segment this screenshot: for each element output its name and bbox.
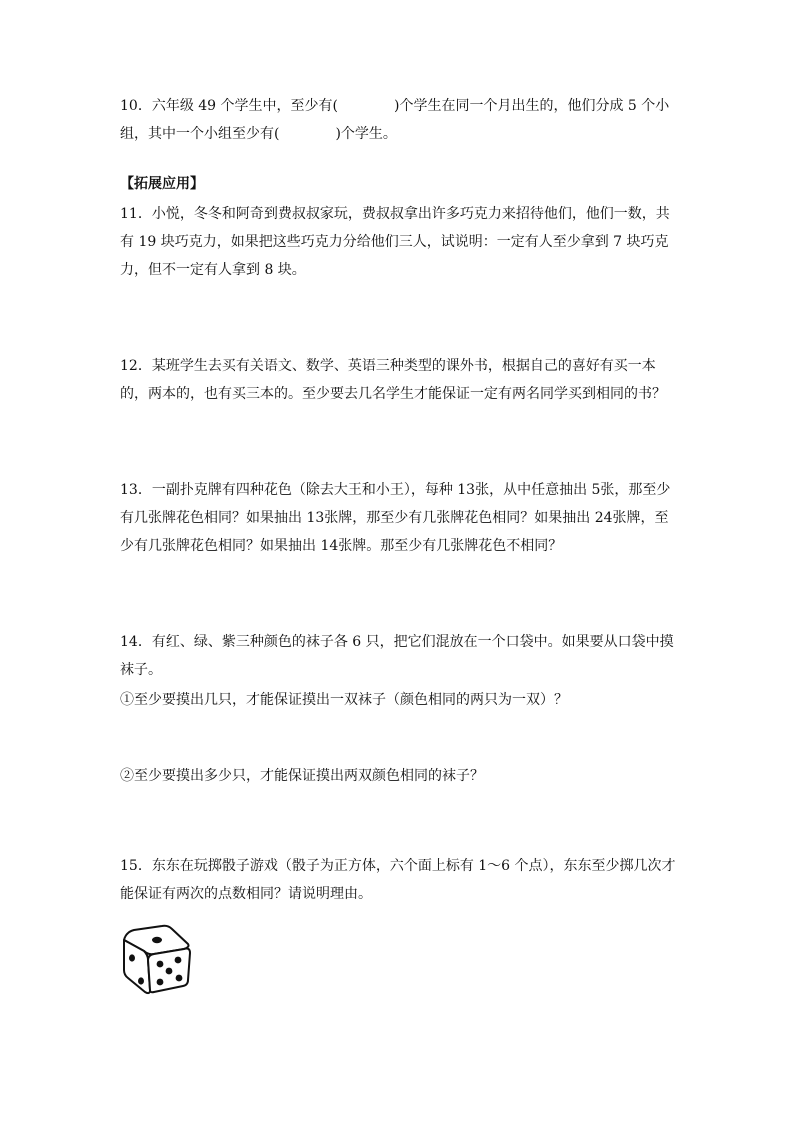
- dice-icon: [118, 922, 194, 998]
- question-13: 13．一副扑克牌有四种花色（除去大王和小王），每种 13张，从中任意抽出 5张，那至少有几张牌花色相同？如果抽出 13张牌，那至少有几张牌花色相同？如果抽出 24张牌，至少有几张牌花色相同？如果抽出 14张牌。那至少有几张牌花色不相同？: [120, 482, 671, 554]
- section-title-extension: 【拓展应用】: [120, 176, 204, 192]
- worksheet-page: [120, 92, 680, 908]
- question-10-part1: 10．六年级 49 个学生中，至少有(: [120, 98, 338, 114]
- question-10-part2: )个学生在同一个月出生的，他们分成 5 个小组，其中一个小组至少有(: [120, 98, 670, 142]
- question-14-stem: 14．有红、绿、紫三种颜色的袜子各 6 只，把它们混放在一个口袋中。如果要从口袋中摸袜子。: [120, 634, 674, 678]
- question-14-sub2: ②至少要摸出多少只，才能保证摸出两双颜色相同的袜子？: [120, 768, 484, 784]
- question-11: 11．小悦，冬冬和阿奇到费叔叔家玩，费叔叔拿出许多巧克力来招待他们，他们一数，共有 19 块巧克力，如果把这些巧克力分给他们三人，试说明：一定有人至少拿到 7 块巧克力，但不一定有人拿到 8 块。: [120, 206, 670, 278]
- question-10-part3: )个学生。: [335, 126, 397, 142]
- question-12: 12．某班学生去买有关语文、数学、英语三种类型的课外书，根据自己的喜好有买一本的，两本的，也有买三本的。至少要去几名学生才能保证一定有两名同学买到相同的书？: [120, 358, 666, 402]
- question-10: [120, 92, 680, 148]
- question-14-sub1: ①至少要摸出几只，才能保证摸出一双袜子（颜色相同的两只为一双）？: [120, 692, 568, 708]
- question-15: 15．东东在玩掷骰子游戏（骰子为正方体，六个面上标有 1～6 个点），东东至少掷几次才能保证有两次的点数相同？请说明理由。: [120, 858, 676, 902]
